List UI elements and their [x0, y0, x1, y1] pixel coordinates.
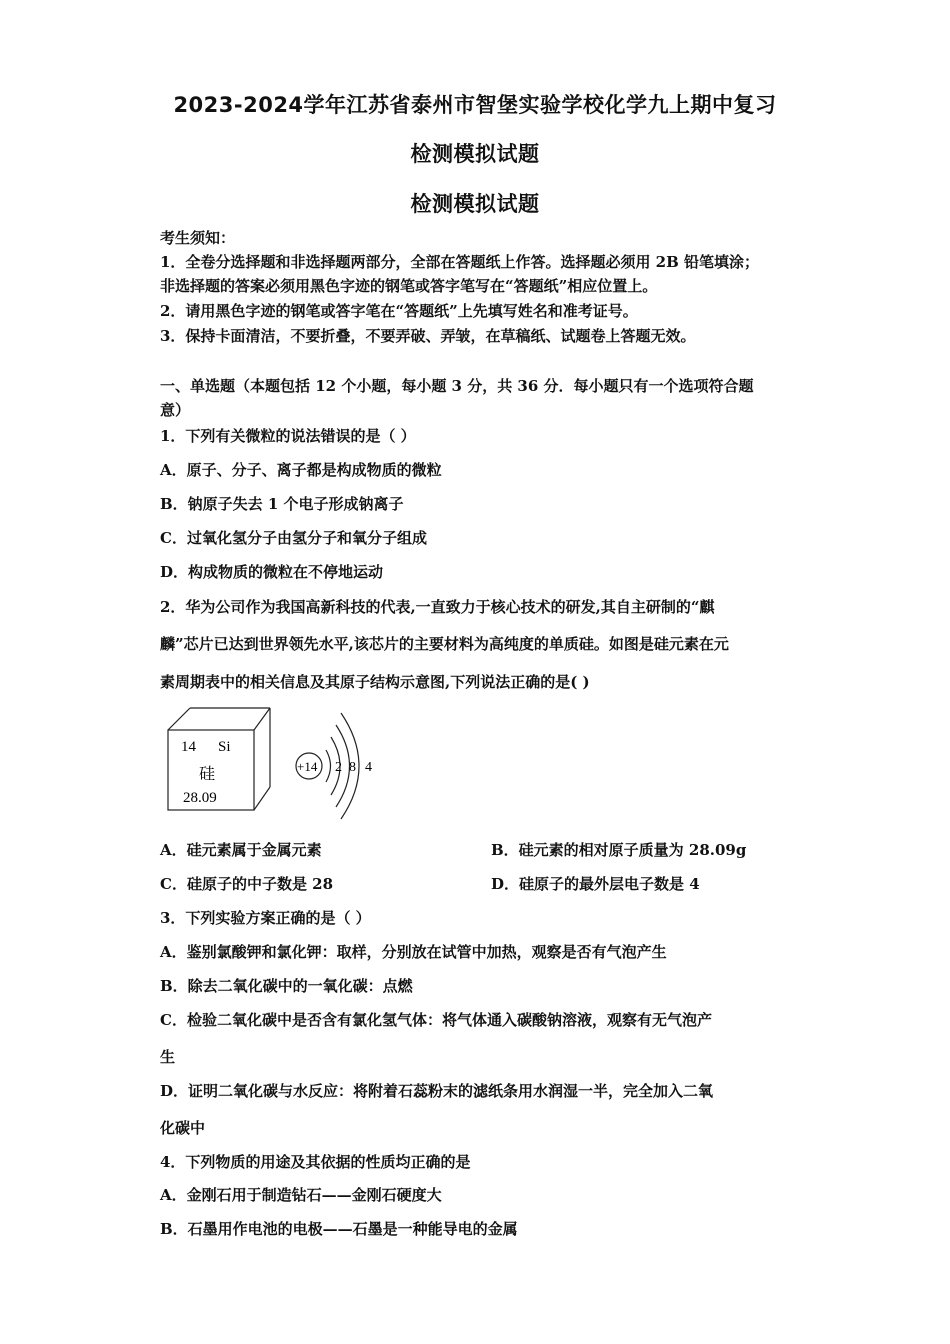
q1-stem: 1．下列有关微粒的说法错误的是（ ） [160, 427, 416, 445]
q1-option-c: C．过氧化氢分子由氢分子和氧分子组成 [160, 529, 427, 547]
q3-option-a: A．鉴别氯酸钾和氯化钾：取样，分别放在试管中加热，观察是否有气泡产生 [160, 943, 667, 961]
notice-heading: 考生须知： [160, 229, 236, 247]
q4-option-b: B．石墨用作电池的电极——石墨是一种能导电的金属 [160, 1220, 518, 1238]
atomic-number: 14 [181, 739, 196, 755]
title-line-3: 检测模拟试题 [410, 192, 540, 216]
q2-option-c: C．硅原子的中子数是 28 [160, 875, 334, 893]
q2-stem-line-2: 麟”芯片已达到世界领先水平,该芯片的主要材料为高纯度的单质硅。如图是硅元素在元 [160, 635, 729, 653]
nucleus-charge: +14 [297, 759, 318, 774]
section-heading-line-1: 一、单选题（本题包括 12 个小题，每小题 3 分，共 36 分．每小题只有一个选项符合题 [160, 377, 754, 395]
q3-option-d-line-2: 化碳中 [160, 1119, 206, 1137]
notice-item-1-line-1: 1．全卷分选择题和非选择题两部分，全部在答题纸上作答。选择题必须用 2B 铅笔填涂； [160, 253, 760, 271]
shell-1-electrons: 2 [335, 760, 342, 775]
q2-option-b: B．硅元素的相对原子质量为 28.09g [491, 841, 747, 859]
q2-stem-line-3: 素周期表中的相关信息及其原子结构示意图,下列说法正确的是( ) [160, 673, 590, 691]
section-heading-line-2: 意） [160, 401, 191, 419]
notice-item-2: 2．请用黑色字迹的钢笔或答字笔在“答题纸”上先填写姓名和准考证号。 [160, 302, 638, 320]
q1-option-a: A．原子、分子、离子都是构成物质的微粒 [160, 461, 442, 479]
q1-option-b: B．钠原子失去 1 个电子形成钠离子 [160, 495, 404, 513]
q3-option-b: B．除去二氧化碳中的一氧化碳：点燃 [160, 977, 413, 995]
q3-option-c-line-2: 生 [160, 1048, 176, 1066]
silicon-figure [163, 705, 383, 820]
silicon-figure-svg [163, 705, 383, 820]
title-line-1: 2023-2024学年江苏省泰州市智堡实验学校化学九上期中复习 [173, 93, 777, 117]
q3-option-d-line-1: D．证明二氧化碳与水反应：将附着石蕊粉末的滤纸条用水润湿一半，完全加入二氧 [160, 1082, 714, 1100]
shell-2-electrons: 8 [349, 760, 356, 775]
q2-option-a: A．硅元素属于金属元素 [160, 841, 322, 859]
title-line-2: 检测模拟试题 [410, 142, 540, 166]
element-name: 硅 [199, 766, 216, 783]
q4-option-a: A．金刚石用于制造钻石——金刚石硬度大 [160, 1186, 442, 1204]
atomic-mass: 28.09 [183, 790, 217, 806]
q3-option-c-line-1: C．检验二氧化碳中是否含有氯化氢气体：将气体通入碳酸钠溶液，观察有无气泡产 [160, 1011, 712, 1029]
q2-stem-line-1: 2．华为公司作为我国高新科技的代表,一直致力于核心技术的研发,其自主研制的“麒 [160, 598, 715, 616]
notice-item-1-line-2: 非选择题的答案必须用黑色字迹的钢笔或答字笔写在“答题纸”相应位置上。 [160, 277, 658, 295]
q3-stem: 3．下列实验方案正确的是（ ） [160, 909, 371, 927]
notice-item-3: 3．保持卡面清洁，不要折叠，不要弄破、弄皱，在草稿纸、试题卷上答题无效。 [160, 327, 696, 345]
shell-3-electrons: 4 [365, 760, 372, 775]
q2-option-d: D．硅原子的最外层电子数是 4 [491, 875, 700, 893]
q4-stem: 4．下列物质的用途及其依据的性质均正确的是 [160, 1153, 471, 1171]
q1-option-d: D．构成物质的微粒在不停地运动 [160, 563, 384, 581]
element-symbol: Si [218, 739, 231, 755]
